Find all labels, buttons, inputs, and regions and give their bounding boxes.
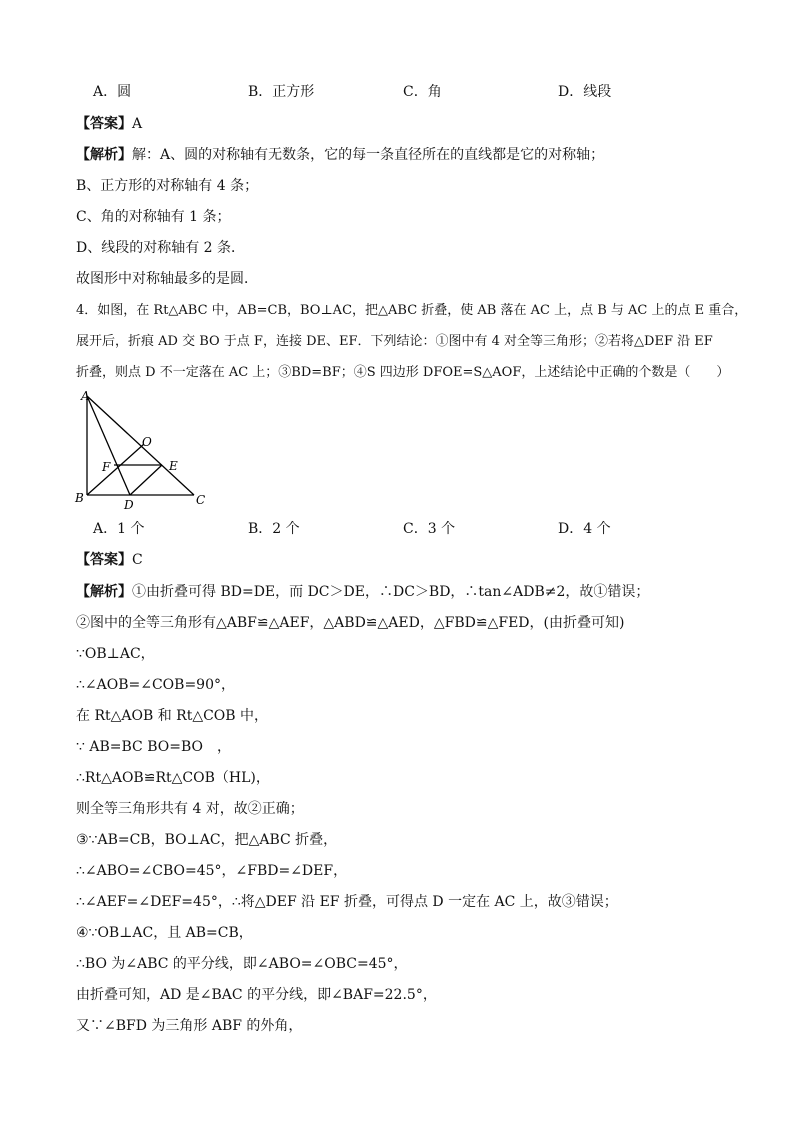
- option-c: C．3 个: [403, 521, 456, 537]
- label-o: O: [142, 435, 152, 449]
- answer-tag: 【答案】: [76, 116, 132, 132]
- answer-value: C: [132, 552, 143, 568]
- label-d: D: [124, 498, 134, 512]
- question-stem-line: 4．如图，在 Rt△ABC 中，AB=CB，BO⊥AC，把△ABC 折叠，使 AB 落在 AC 上，点 B 与 AC 上的点 E 重合，: [76, 303, 748, 318]
- analysis-line: 故图形中对称轴最多的是圆．: [76, 271, 258, 287]
- question-stem-line: 折叠，则点 D 不一定落在 AC 上；③BD=BF；④S 四边形 DFOE=S△AOF，上述结论中正确的个数是（ ）: [76, 365, 730, 380]
- label-c: C: [196, 493, 206, 507]
- analysis-line: 则全等三角形共有 4 对，故②正确；: [76, 801, 304, 817]
- segment-ad: [87, 396, 130, 495]
- label-b: B: [75, 491, 84, 505]
- option-c: C．角: [403, 84, 442, 100]
- label-a: A: [81, 389, 90, 403]
- answer-tag: 【答案】: [76, 552, 132, 568]
- analysis-line: ∴∠AEF=∠DEF=45°，∴将△DEF 沿 EF 折叠，可得点 D 一定在 AC 上，故③错误；: [76, 894, 618, 910]
- analysis-tag: 【解析】: [76, 584, 132, 600]
- analysis-line: ∵OB⊥AC，: [76, 646, 155, 662]
- option-d: D．4 个: [558, 521, 611, 537]
- analysis-line: ②图中的全等三角形有△ABF≌△AEF，△ABD≌△AED，△FBD≌△FED，(由折叠可知): [76, 615, 625, 631]
- label-f: F: [102, 460, 111, 474]
- analysis-line: 由折叠可知，AD 是∠BAC 的平分线，即∠BAF=22.5°，: [76, 987, 437, 1003]
- analysis-line: ③∵AB=CB，BO⊥AC，把△ABC 折叠，: [76, 832, 338, 848]
- segment-de: [130, 465, 162, 495]
- option-d: D．线段: [558, 84, 612, 100]
- geometry-figure: [72, 388, 212, 513]
- analysis-line: ∴BO 为∠ABC 的平分线，即∠ABO=∠OBC=45°，: [76, 956, 408, 972]
- analysis-line: B、正方形的对称轴有 4 条；: [76, 178, 259, 194]
- analysis-line: ∴∠ABO=∠CBO=45°，∠FBD=∠DEF，: [76, 863, 348, 879]
- analysis-line: [76, 145, 604, 165]
- analysis-line: D、线段的对称轴有 2 条．: [76, 240, 246, 256]
- analysis-line: [76, 582, 649, 602]
- label-e: E: [169, 459, 178, 473]
- analysis-line: 在 Rt△AOB 和 Rt△COB 中，: [76, 708, 269, 724]
- analysis-line: 又∵∠BFD 为三角形 ABF 的外角，: [76, 1018, 303, 1034]
- analysis-line: ④∵OB⊥AC，且 AB=CB，: [76, 925, 253, 941]
- answer-value: A: [132, 116, 143, 132]
- analysis-tag: 【解析】: [76, 147, 132, 163]
- analysis-line: ∵ AB=BC BO=BO ，: [76, 739, 231, 755]
- option-b: B．2 个: [248, 521, 300, 537]
- segment-bo: [87, 444, 144, 495]
- analysis-line: ∴∠AOB=∠COB=90°，: [76, 677, 235, 693]
- option-a: A．圆: [93, 84, 132, 100]
- analysis-text: ①由折叠可得 BD=DE，而 DC＞DE，∴DC＞BD，∴tan∠ADB≠2，故①错误；: [132, 584, 650, 600]
- analysis-text: 解：A、圆的对称轴有无数条，它的每一条直径所在的直线都是它的对称轴；: [132, 147, 605, 163]
- answer-line: [76, 550, 143, 570]
- question-stem-line: 展开后，折痕 AD 交 BO 于点 F，连接 DE、EF．下列结论：①图中有 4 对全等三角形；②若将△DEF 沿 EF: [76, 334, 713, 349]
- option-a: A．1 个: [93, 521, 145, 537]
- option-b: B．正方形: [248, 84, 315, 100]
- answer-line: [76, 114, 142, 134]
- analysis-line: ∴Rt△AOB≌Rt△COB（HL)，: [76, 770, 270, 786]
- analysis-line: C、角的对称轴有 1 条；: [76, 209, 231, 225]
